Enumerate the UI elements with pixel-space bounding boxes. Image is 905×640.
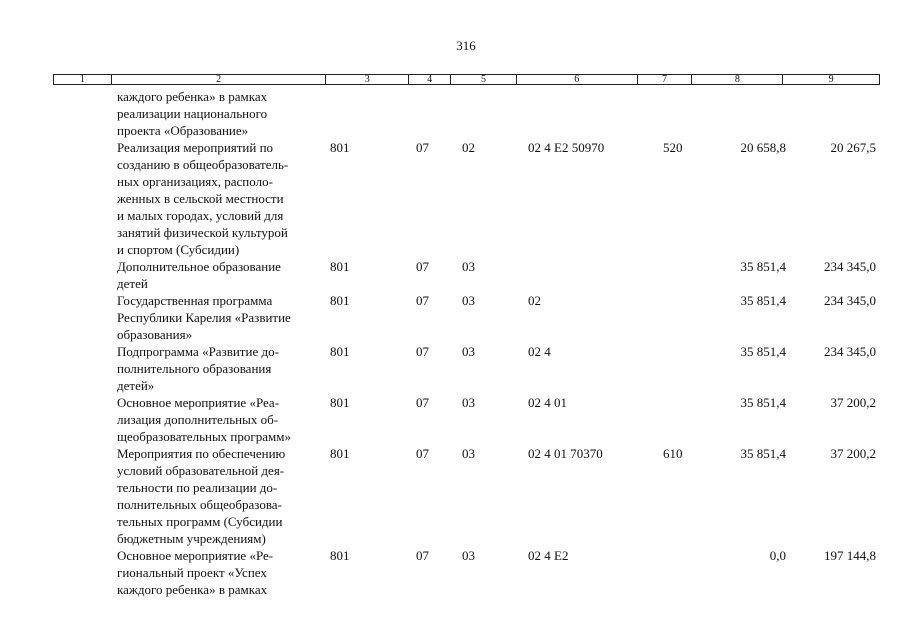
row-col-6: 02 4 01 [528,395,567,410]
row-col-8: 35 851,4 [740,259,786,274]
row-col-9: 234 345,0 [824,259,876,274]
row-col-5: 02 [462,140,475,155]
row-col-6: 02 4 Е2 50970 [528,140,605,155]
table-row [0,445,905,547]
row-col-8: 35 851,4 [740,344,786,359]
row-col-3: 801 [330,344,350,359]
row-name: Государственная программа Республики Карелия «Развитие образования» [117,293,291,342]
row-col-9: 234 345,0 [824,293,876,308]
row-col-6: 02 4 Е2 [528,548,569,563]
row-col-9: 37 200,2 [830,446,876,461]
table-row [0,343,905,394]
row-col-5: 03 [462,395,475,410]
table-row [0,547,905,598]
row-col-3: 801 [330,395,350,410]
row-col-7: 520 [663,140,683,155]
row-col-3: 801 [330,548,350,563]
row-col-5: 03 [462,293,475,308]
row-name: Подпрограмма «Развитие до- полнительного образования детей» [117,344,279,393]
row-col-6: 02 [528,293,541,308]
table-row [0,292,905,343]
row-col-3: 801 [330,140,350,155]
table-column-header-row [53,74,880,85]
row-col-4: 07 [416,140,429,155]
budget-table-body [0,88,905,598]
column-header-3: 3 [326,75,409,84]
column-header-9: 9 [828,74,834,85]
row-name: каждого ребенка» в рамках реализации национального проекта «Образование» [117,89,268,138]
row-col-9: 197 144,8 [824,548,876,563]
page-number: 316 [456,38,476,53]
row-col-6: 02 4 01 70370 [528,446,603,461]
row-col-8: 35 851,4 [740,293,786,308]
row-col-7: 610 [663,446,683,461]
row-name: Реализация мероприятий по созданию в общеобразователь- ных организациях, располо- женных в сельской местности и малых городах, условий для занятий физической культурой и спортом (Субсидии) [117,140,289,257]
row-col-9: 37 200,2 [830,395,876,410]
row-name: Дополнительное образование детей [117,259,281,291]
row-col-8: 0,0 [769,548,786,563]
row-col-9: 234 345,0 [824,344,876,359]
row-col-3: 801 [330,293,350,308]
row-col-4: 07 [416,344,429,359]
row-col-4: 07 [416,446,429,461]
row-col-8: 35 851,4 [740,446,786,461]
row-name: Основное мероприятие «Реа- лизация дополнительных об- щеобразовательных программ» [117,395,291,444]
column-header-4: 4 [409,75,451,84]
row-col-5: 03 [462,446,475,461]
column-header-5: 5 [451,75,517,84]
row-col-9: 20 267,5 [830,140,876,155]
row-col-4: 07 [416,293,429,308]
column-header-7: 7 [638,75,693,84]
column-header-6: 6 [517,75,638,84]
table-row [0,139,905,258]
table-row [0,88,905,139]
row-col-8: 20 658,8 [740,140,786,155]
row-col-3: 801 [330,446,350,461]
table-row [0,258,905,292]
row-col-3: 801 [330,259,350,274]
row-col-5: 03 [462,344,475,359]
column-header-8: 8 [692,75,783,84]
row-name: Мероприятия по обеспечению условий образовательной дея- тельности по реализации до- полнительных общеобразова- тельных программ (Субсидии бюджетным учреждениям) [117,446,286,546]
row-col-8: 35 851,4 [740,395,786,410]
column-header-1: 1 [54,75,112,84]
column-header-2: 2 [112,75,326,84]
row-col-4: 07 [416,395,429,410]
row-col-5: 03 [462,259,475,274]
table-row [0,394,905,445]
row-col-5: 03 [462,548,475,563]
row-col-4: 07 [416,259,429,274]
row-col-6: 02 4 [528,344,551,359]
row-col-4: 07 [416,548,429,563]
row-name: Основное мероприятие «Ре- гиональный проект «Успех каждого ребенка» в рамках [117,548,274,597]
